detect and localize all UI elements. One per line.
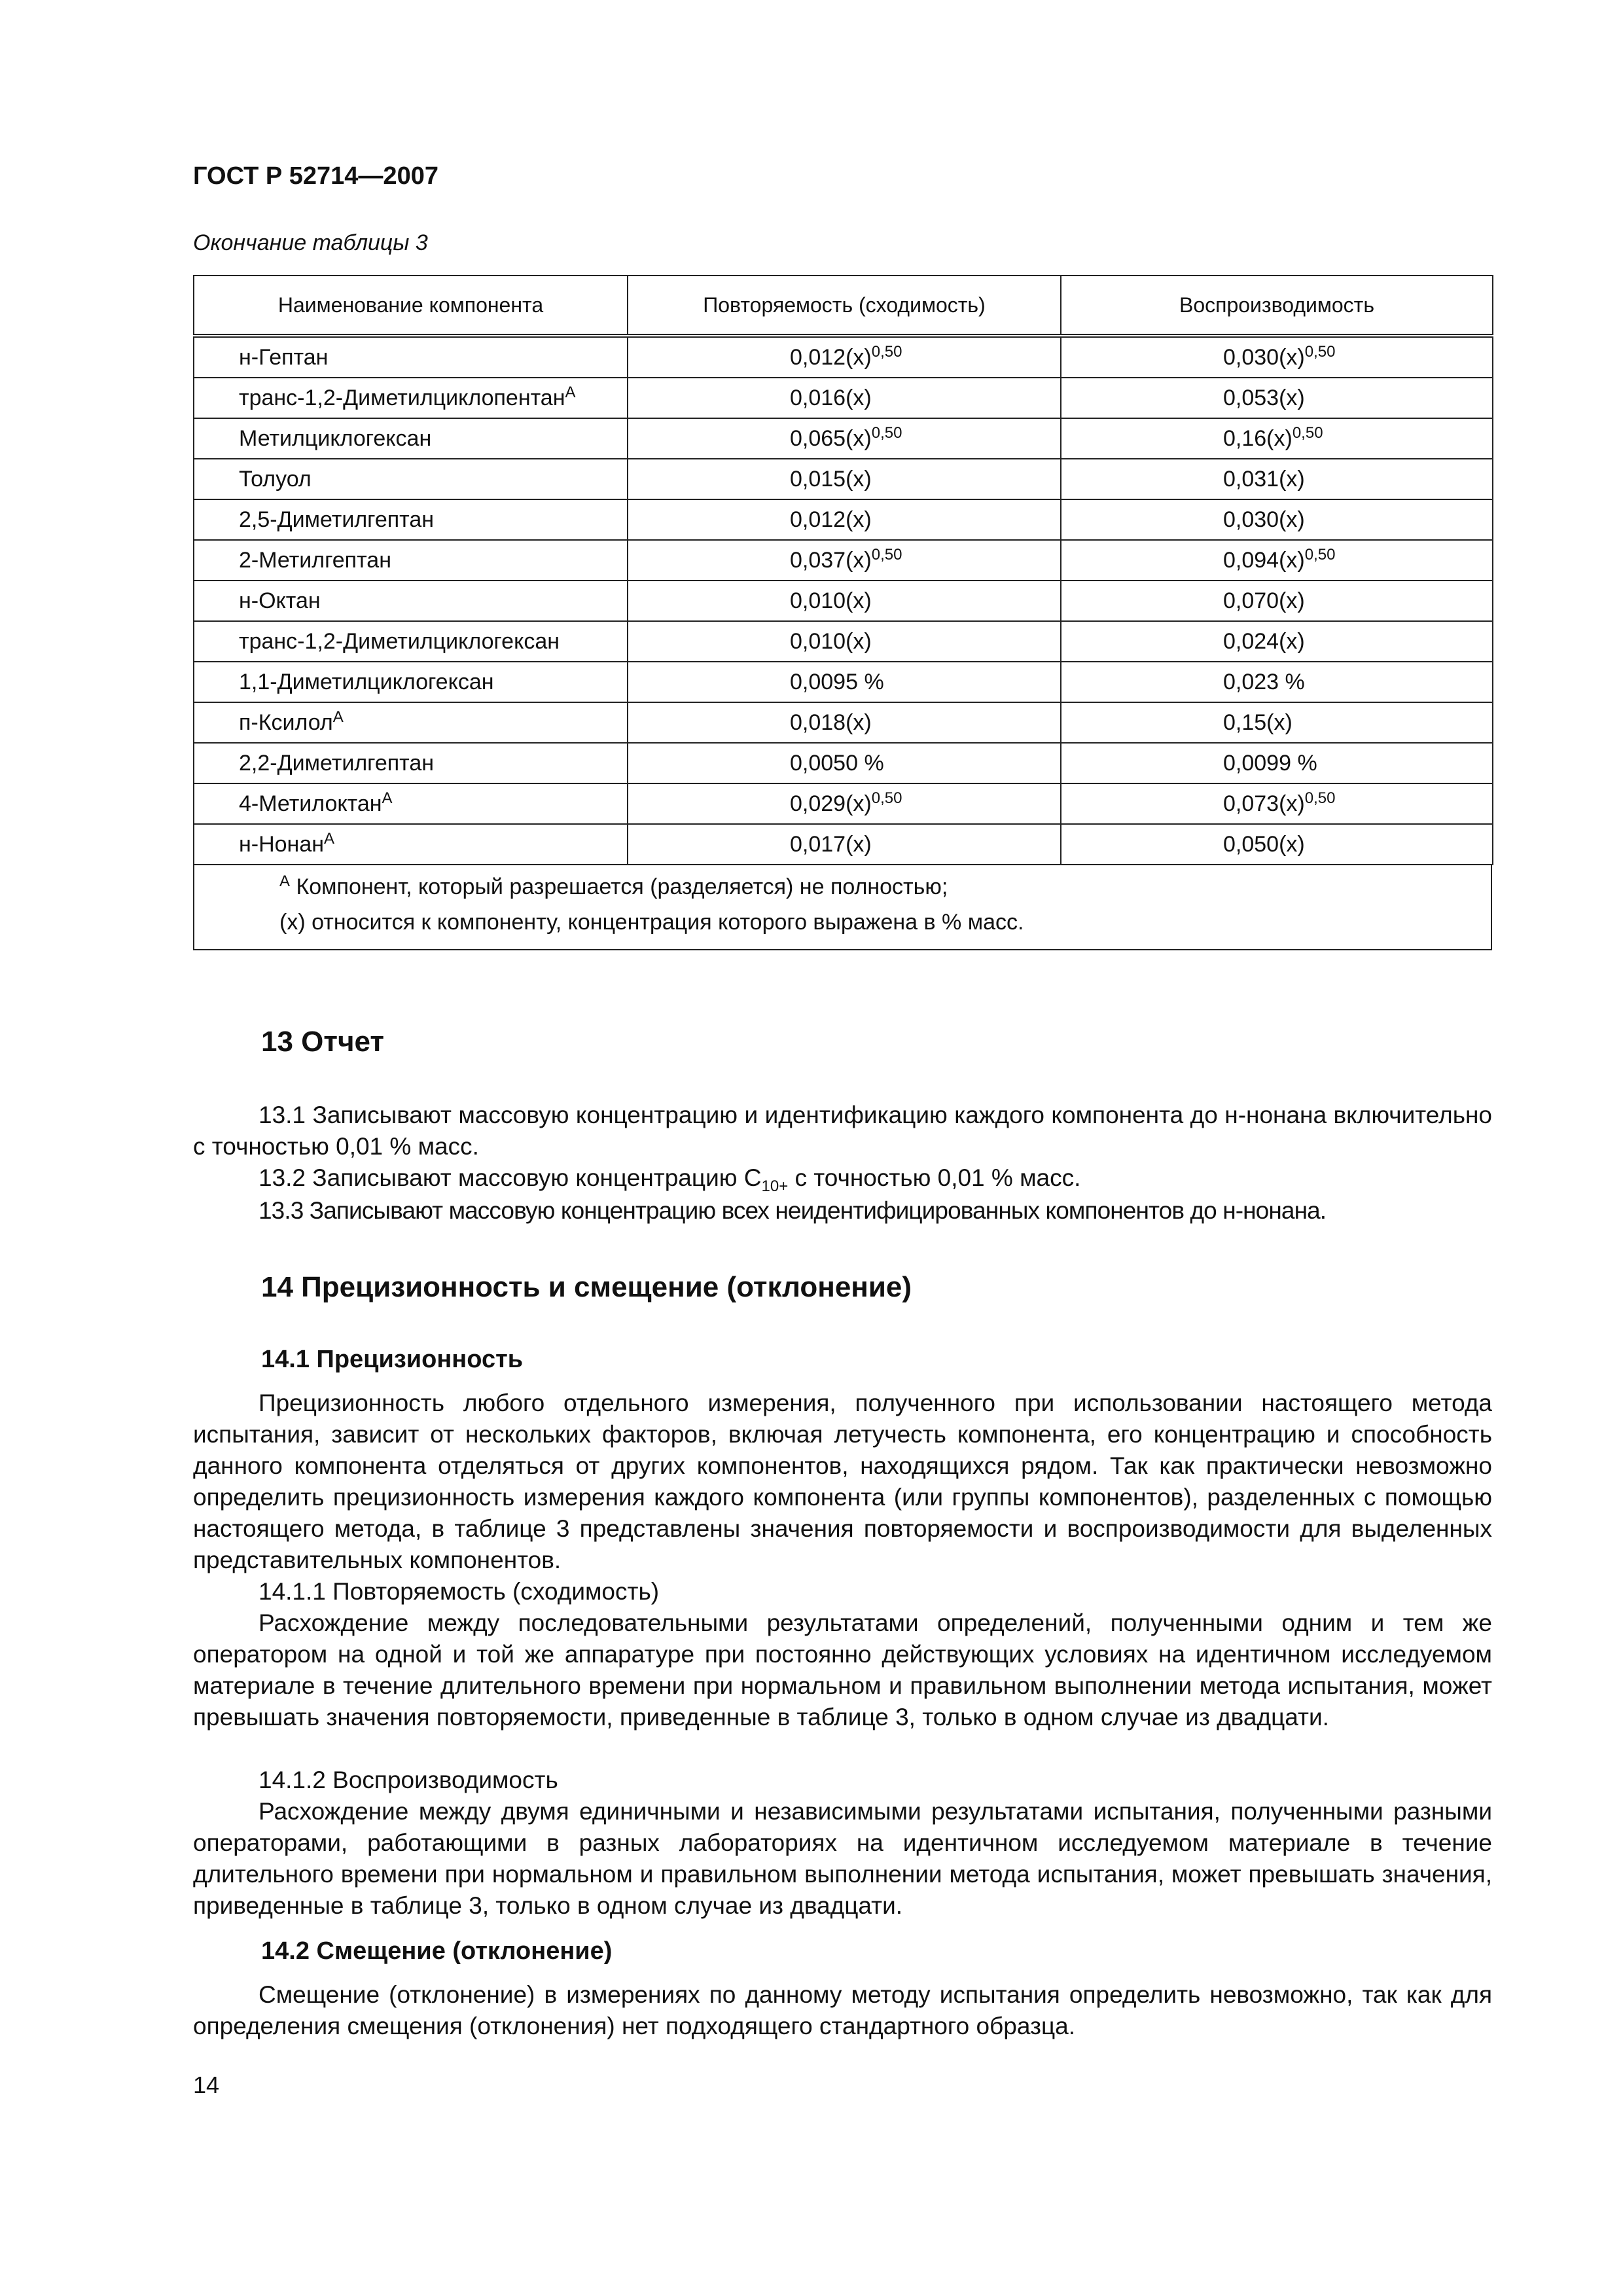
component-name-cell	[194, 662, 628, 702]
table-row	[194, 621, 1493, 662]
repeatability-cell	[628, 783, 1061, 824]
component-name-cell-text: 2-Метилгептан	[239, 547, 391, 573]
repeatability-cell-text: 0,017(x)	[790, 831, 872, 857]
component-name-cell	[194, 581, 628, 621]
table-header-row	[194, 276, 1493, 336]
repeatability-cell-text: 0,0050 %	[790, 750, 884, 776]
component-name-cell	[194, 418, 628, 459]
paragraph-14-1: Прецизионность любого отдельного измерения, полученного при использовании настоящего метода испытания, зависит от нескольких факторов, включая летучесть компонента, его концентрацию и способность данного компонента отделяться от других компонентов, находящихся рядом. Так как практически невозможно определить прецизионность измерения каждого компонента (или группы компонентов), разделенных с помощью настоящего метода, в таблице 3 представлены значения повторяемости и воспроизводимости для выделенных представительных компонентов.	[193, 1390, 1492, 1573]
reproducibility-cell	[1061, 336, 1493, 378]
component-name-cell-text: транс-1,2-Диметилциклогексан	[239, 628, 560, 654]
table-row	[194, 783, 1493, 824]
table-note-line-2: (x) относится к компоненту, концентрация которого выражена в % масс.	[279, 910, 1024, 935]
reproducibility-cell	[1061, 540, 1493, 581]
reproducibility-cell-text: 0,073(x)	[1223, 791, 1305, 816]
repeatability-cell-superscript: 0,50	[871, 545, 902, 564]
reproducibility-cell	[1061, 824, 1493, 865]
table-row	[194, 743, 1493, 783]
subsection-14-2-title: 14.2 Смещение (отклонение)	[261, 1937, 613, 1965]
repeatability-cell-text: 0,065(x)	[790, 425, 872, 451]
component-name-cell	[194, 783, 628, 824]
repeatability-cell-text: 0,010(x)	[790, 628, 872, 654]
repeatability-cell-superscript: 0,50	[871, 342, 902, 361]
table-row	[194, 336, 1493, 378]
subsection-14-1-title: 14.1 Прецизионность	[261, 1346, 524, 1373]
reproducibility-cell	[1061, 418, 1493, 459]
page-number: 14	[193, 2072, 220, 2098]
component-name-cell	[194, 540, 628, 581]
component-name-cell-text: Метилциклогексан	[239, 425, 432, 451]
component-name-cell-text: 2,5-Диметилгептан	[239, 507, 435, 532]
table-row	[194, 540, 1493, 581]
paragraph-13-2	[259, 1162, 1080, 1194]
table-row	[194, 499, 1493, 540]
reproducibility-cell	[1061, 702, 1493, 743]
reproducibility-cell-text: 0,030(x)	[1223, 344, 1305, 370]
component-name-cell-superscript: A	[382, 789, 393, 807]
component-name-cell-superscript: A	[565, 383, 576, 401]
component-name-cell	[194, 824, 628, 865]
section-14-title: 14 Прецизионность и смещение (отклонение)	[261, 1271, 912, 1303]
repeatability-cell-superscript: 0,50	[871, 423, 902, 442]
note-marker: A	[279, 872, 291, 890]
paragraph-14-1-2: Расхождение между двумя единичными и независимыми результатами испытания, полученными разными операторами, работающими в разных лабораториях на идентичном исследуемом материале в течение длительного времени при нормальном и правильном выполнении метода испытания, может превышать значения, приведенные в таблице 3, только в одном случае из двадцати.	[193, 1798, 1492, 1919]
repeatability-cell	[628, 824, 1061, 865]
component-name-cell-text: 2,2-Диметилгептан	[239, 750, 435, 776]
repeatability-cell-text: 0,0095 %	[790, 669, 884, 694]
component-name-cell-text: 4-Метилоктан	[239, 791, 382, 816]
reproducibility-cell	[1061, 581, 1493, 621]
reproducibility-cell-text: 0,053(x)	[1223, 385, 1305, 410]
table-row	[194, 581, 1493, 621]
precision-table	[193, 275, 1493, 865]
table-row	[194, 459, 1493, 499]
column-header-reproducibility: Воспроизводимость	[1061, 276, 1493, 336]
table-note	[193, 865, 1492, 950]
reproducibility-cell-text: 0,031(x)	[1223, 466, 1305, 492]
p13-2-start: 13.2 Записывают массовую концентрацию С	[259, 1164, 762, 1191]
component-name-cell-text: п-Ксилол	[239, 709, 333, 735]
table-row	[194, 418, 1493, 459]
repeatability-cell-text: 0,037(x)	[790, 547, 872, 573]
repeatability-cell	[628, 418, 1061, 459]
component-name-cell-text: н-Октан	[239, 588, 321, 613]
reproducibility-cell-superscript: 0,50	[1292, 423, 1323, 442]
table-row	[194, 378, 1493, 418]
repeatability-cell	[628, 621, 1061, 662]
note-1-text: Компонент, который разрешается (разделяется) не полностью;	[290, 874, 948, 899]
repeatability-cell-text: 0,010(x)	[790, 588, 872, 613]
component-name-cell-superscript: A	[324, 829, 335, 848]
component-name-cell-text: н-Нонан	[239, 831, 325, 857]
reproducibility-cell-text: 0,023 %	[1223, 669, 1305, 694]
reproducibility-cell-superscript: 0,50	[1304, 342, 1336, 361]
table-container	[193, 275, 1492, 950]
reproducibility-cell-text: 0,0099 %	[1223, 750, 1317, 776]
reproducibility-cell-text: 0,16(x)	[1223, 425, 1293, 451]
reproducibility-cell-text: 0,070(x)	[1223, 588, 1305, 613]
repeatability-cell-text: 0,012(x)	[790, 344, 872, 370]
repeatability-cell	[628, 336, 1061, 378]
component-name-cell-text: транс-1,2-Диметилциклопентан	[239, 385, 565, 410]
component-name-cell	[194, 378, 628, 418]
component-name-cell-superscript: A	[332, 708, 344, 726]
table-row	[194, 662, 1493, 702]
paragraph-14-2: Смещение (отклонение) в измерениях по данному методу испытания определить невозможно, так как для определения смещения (отклонения) нет подходящего стандартного образца.	[193, 1981, 1492, 2039]
component-name-cell-text: Толуол	[239, 466, 312, 492]
p13-2-end: с точностью 0,01 % масс.	[788, 1164, 1081, 1191]
component-name-cell	[194, 621, 628, 662]
reproducibility-cell-text: 0,094(x)	[1223, 547, 1305, 573]
component-name-cell-text: н-Гептан	[239, 344, 329, 370]
repeatability-cell	[628, 702, 1061, 743]
reproducibility-cell-text: 0,024(x)	[1223, 628, 1305, 654]
reproducibility-cell	[1061, 499, 1493, 540]
repeatability-cell-text: 0,012(x)	[790, 507, 872, 532]
table-caption: Окончание таблицы 3	[193, 230, 428, 255]
reproducibility-cell	[1061, 621, 1493, 662]
column-header-component: Наименование компонента	[194, 276, 628, 336]
repeatability-cell	[628, 662, 1061, 702]
repeatability-cell	[628, 378, 1061, 418]
reproducibility-cell	[1061, 743, 1493, 783]
subsection-14-1-2-title: 14.1.2 Воспроизводимость	[259, 1767, 558, 1793]
repeatability-cell-text: 0,016(x)	[790, 385, 872, 410]
reproducibility-cell-text: 0,050(x)	[1223, 831, 1305, 857]
reproducibility-cell	[1061, 459, 1493, 499]
component-name-cell	[194, 336, 628, 378]
reproducibility-cell-text: 0,15(x)	[1223, 709, 1293, 735]
document-code: ГОСТ Р 52714—2007	[193, 162, 438, 190]
component-name-cell-text: 1,1-Диметилциклогексан	[239, 669, 494, 694]
table-note-line-1	[279, 874, 948, 900]
reproducibility-cell-text: 0,030(x)	[1223, 507, 1305, 532]
table-row	[194, 824, 1493, 865]
reproducibility-cell	[1061, 783, 1493, 824]
component-name-cell	[194, 459, 628, 499]
repeatability-cell-text: 0,015(x)	[790, 466, 872, 492]
column-header-repeatability: Повторяемость (сходимость)	[628, 276, 1061, 336]
component-name-cell	[194, 499, 628, 540]
table-row	[194, 702, 1493, 743]
reproducibility-cell-superscript: 0,50	[1304, 545, 1336, 564]
p13-2-subscript: 10+	[761, 1177, 789, 1195]
repeatability-cell	[628, 743, 1061, 783]
reproducibility-cell-superscript: 0,50	[1304, 789, 1336, 807]
paragraph-13-1: 13.1 Записывают массовую концентрацию и идентификацию каждого компонента до н-нонана включительно с точностью 0,01 % масс.	[193, 1102, 1492, 1160]
repeatability-cell	[628, 581, 1061, 621]
repeatability-cell	[628, 499, 1061, 540]
repeatability-cell-superscript: 0,50	[871, 789, 902, 807]
reproducibility-cell	[1061, 662, 1493, 702]
reproducibility-cell	[1061, 378, 1493, 418]
component-name-cell	[194, 702, 628, 743]
subsection-14-1-1-title: 14.1.1 Повторяемость (сходимость)	[259, 1578, 660, 1605]
repeatability-cell-text: 0,029(x)	[790, 791, 872, 816]
repeatability-cell-text: 0,018(x)	[790, 709, 872, 735]
paragraph-14-1-1: Расхождение между последовательными результатами определений, полученными одним и тем же оператором на одной и той же аппаратуре при постоянно действующих условиях на идентичном исследуемом материале в течение длительного времени при нормальном и правильном выполнении метода испытания, может превышать значения повторяемости, приведенные в таблице 3, только в одном случае из двадцати.	[193, 1609, 1492, 1731]
paragraph-13-3: 13.3 Записывают массовую концентрацию всех неидентифицированных компонентов до н-нонана.	[259, 1197, 1327, 1224]
repeatability-cell	[628, 540, 1061, 581]
repeatability-cell	[628, 459, 1061, 499]
component-name-cell	[194, 743, 628, 783]
section-13-title: 13 Отчет	[261, 1026, 384, 1058]
